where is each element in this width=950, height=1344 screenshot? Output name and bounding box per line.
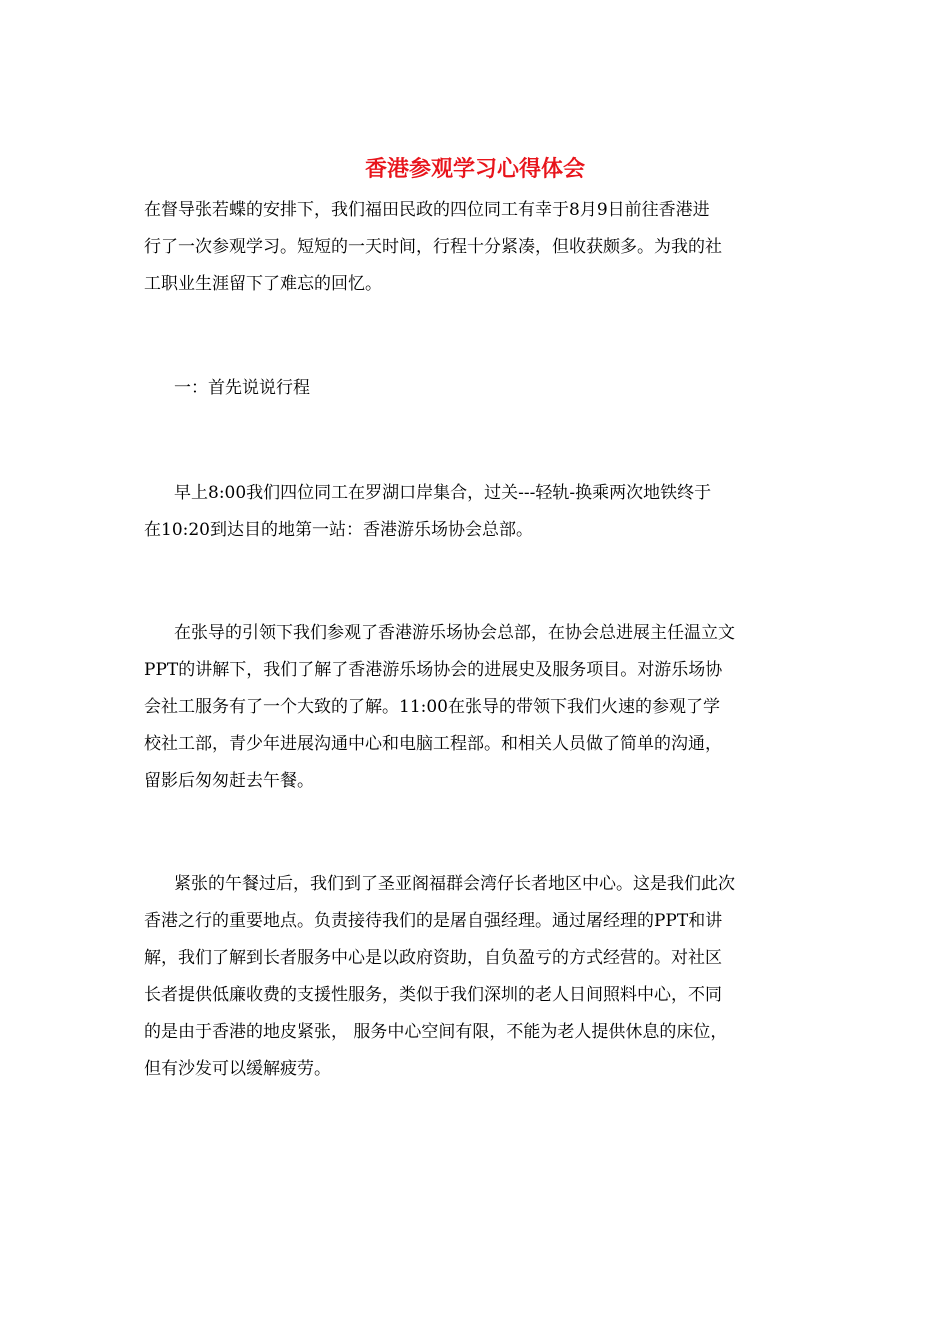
paragraph-line: 早上8:00我们四位同工在罗湖口岸集合，过关---轻轨-换乘两次地铁终于 <box>174 483 712 503</box>
paragraph-line: PPT的讲解下，我们了解了香港游乐场协会的进展史及服务项目。对游乐场协 <box>144 660 723 680</box>
paragraph-line: 留影后匆匆赶去午餐。 <box>144 771 314 791</box>
paragraph-line: 紧张的午餐过后，我们到了圣亚阁福群会湾仔长者地区中心。这是我们此次 <box>174 874 735 894</box>
paragraph-line: 校社工部，青少年进展沟通中心和电脑工程部。和相关人员做了简单的沟通， <box>144 734 722 754</box>
document-title: 香港参观学习心得体会 <box>364 156 585 182</box>
paragraph-playground-association <box>144 615 800 800</box>
paragraph-line: 在督导张若蝶的安排下，我们福田民政的四位同工有幸于8月9日前往香港进 <box>144 200 710 220</box>
section-heading: 一：首先说说行程 <box>174 378 310 398</box>
paragraph-line: 会社工服务有了一个大致的了解。11:00在张导的带领下我们火速的参观了学 <box>144 697 720 717</box>
section-heading-itinerary <box>144 370 800 407</box>
paragraph-elderly-centre <box>144 866 800 1088</box>
paragraph-line: 在张导的引领下我们参观了香港游乐场协会总部，在协会总进展主任温立文 <box>174 623 735 643</box>
paragraph-line: 在10:20到达目的地第一站：香港游乐场协会总部。 <box>144 520 533 540</box>
paragraph-intro <box>144 192 800 303</box>
paragraph-line: 但有沙发可以缓解疲劳。 <box>144 1059 331 1079</box>
paragraph-line: 解，我们了解到长者服务中心是以政府资助，自负盈亏的方式经营的。对社区 <box>144 948 722 968</box>
paragraph-line: 香港之行的重要地点。负责接待我们的是屠自强经理。通过屠经理的PPT和讲 <box>144 911 723 931</box>
paragraph-line: 行了一次参观学习。短短的一天时间，行程十分紧凑，但收获颇多。为我的社 <box>144 237 722 257</box>
paragraph-line: 工职业生涯留下了难忘的回忆。 <box>144 274 382 294</box>
paragraph-line: 长者提供低廉收费的支援性服务，类似于我们深圳的老人日间照料中心，不同 <box>144 985 722 1005</box>
paragraph-morning <box>144 475 800 549</box>
paragraph-line: 的是由于香港的地皮紧张， 服务中心空间有限，不能为老人提供休息的床位， <box>144 1022 728 1042</box>
